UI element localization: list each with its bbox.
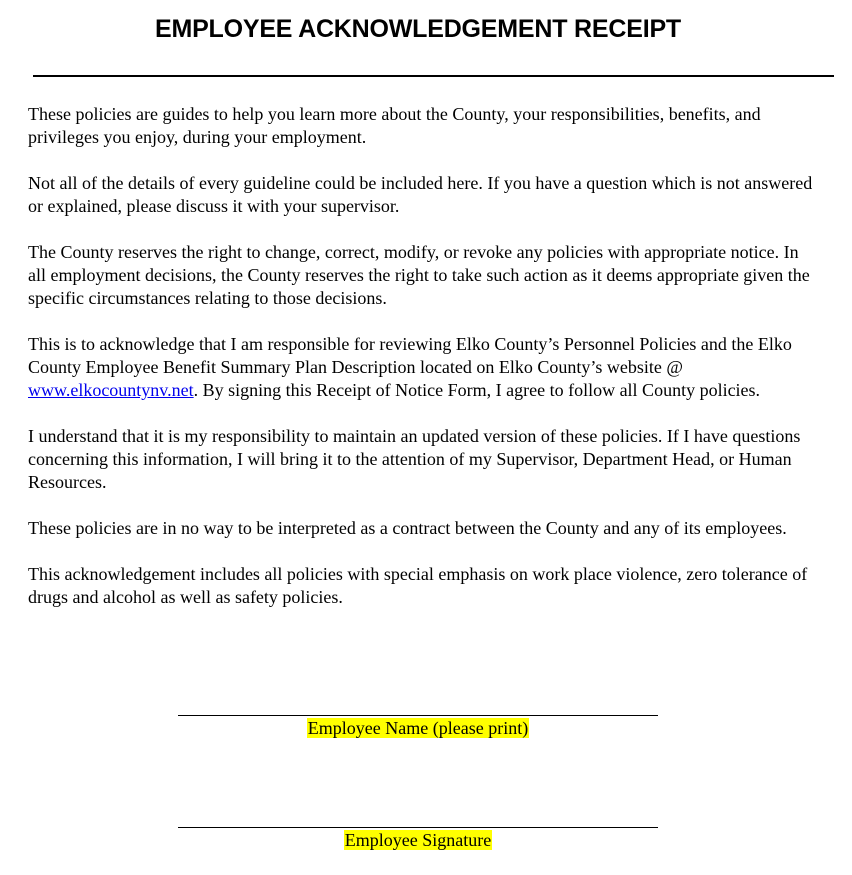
employee-name-label: Employee Name (please print) xyxy=(307,718,529,738)
employee-signature-label-row xyxy=(178,829,658,851)
employee-signature-line[interactable] xyxy=(178,827,658,828)
document-body xyxy=(28,103,818,632)
paragraph-responsibility: I understand that it is my responsibility to maintain an updated version of these policies. If I have questions concerning this information, I will bring it to the attention of my Supervisor, Department Head, or Human Resources. xyxy=(28,426,801,492)
employee-signature-label: Employee Signature xyxy=(344,830,492,850)
acknowledgement-text-start: This is to acknowledge that I am responsible for reviewing Elko County’s Personnel Policies and the Elko County Employee Benefit Summary Plan Description located on Elko County’s website @ xyxy=(28,334,792,377)
paragraph-purpose: These policies are guides to help you learn more about the County, your responsibilities, benefits, and privileges you enjoy, during your employment. xyxy=(28,104,761,147)
acknowledgement-text-end: . By signing this Receipt of Notice Form, I agree to follow all County policies. xyxy=(193,380,761,400)
employee-name-label-row xyxy=(178,717,658,739)
title-divider xyxy=(33,75,834,77)
page-title: EMPLOYEE ACKNOWLEDGEMENT RECEIPT xyxy=(154,15,682,43)
employee-name-line[interactable] xyxy=(178,715,658,716)
paragraph-details: Not all of the details of every guideline could be included here. If you have a question which is not answered or explained, please discuss it with your supervisor. xyxy=(28,173,813,216)
paragraph-not-a-contract: These policies are in no way to be interpreted as a contract between the County and any of its employees. xyxy=(28,518,787,538)
paragraph-emphasis: This acknowledgement includes all policies with special emphasis on work place violence, zero tolerance of drugs and alcohol as well as safety policies. xyxy=(28,564,808,607)
paragraph-acknowledgement xyxy=(28,333,818,402)
county-website-link[interactable]: www.elkocountynv.net xyxy=(28,380,194,400)
paragraph-right-to-change: The County reserves the right to change, correct, modify, or revoke any policies with appropriate notice. In all employment decisions, the County reserves the right to take such action as it deems appropriate given the specific circumstances relating to those decisions. xyxy=(28,242,810,308)
